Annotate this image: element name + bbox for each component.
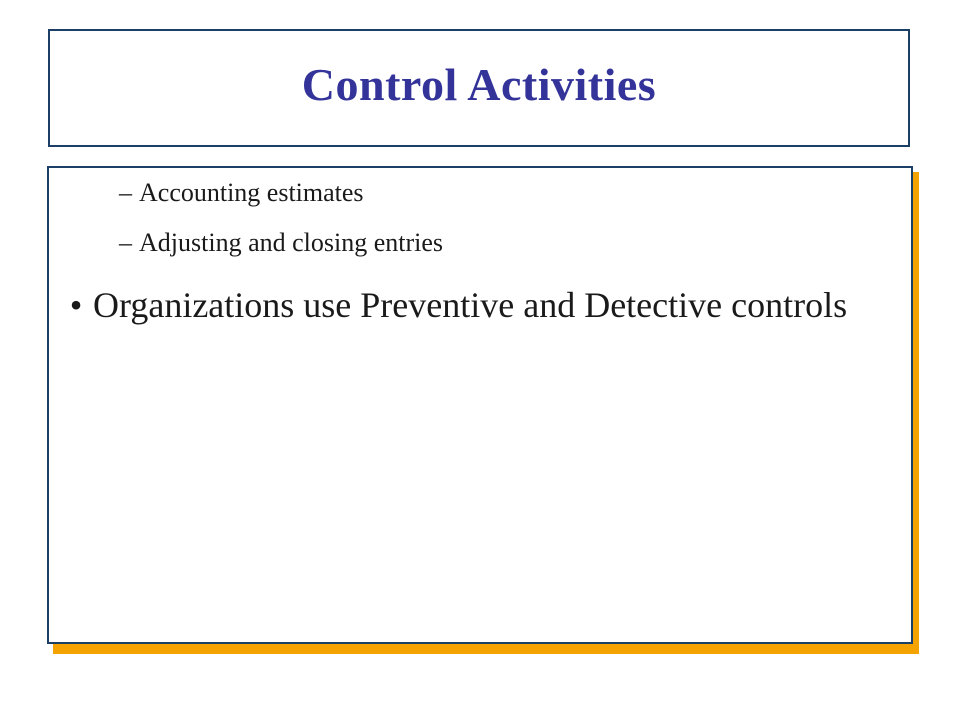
- bullet-item: [59, 284, 859, 326]
- sub-bullet-text: Accounting estimates: [139, 178, 364, 207]
- dash-marker: –: [119, 178, 132, 207]
- bullet-text: Organizations use Preventive and Detective controls: [93, 285, 848, 325]
- title-box: [48, 29, 910, 147]
- bullet-list: [59, 284, 859, 326]
- content-box: [47, 166, 913, 644]
- dash-marker: –: [119, 228, 132, 257]
- slide-title: Control Activities: [301, 58, 657, 110]
- sub-bullet-item: [119, 180, 443, 206]
- bullet-dot-icon: •: [69, 285, 83, 325]
- sub-bullet-item: [119, 230, 443, 256]
- sub-bullet-text: Adjusting and closing entries: [139, 228, 444, 257]
- sub-bullet-list: [119, 180, 443, 280]
